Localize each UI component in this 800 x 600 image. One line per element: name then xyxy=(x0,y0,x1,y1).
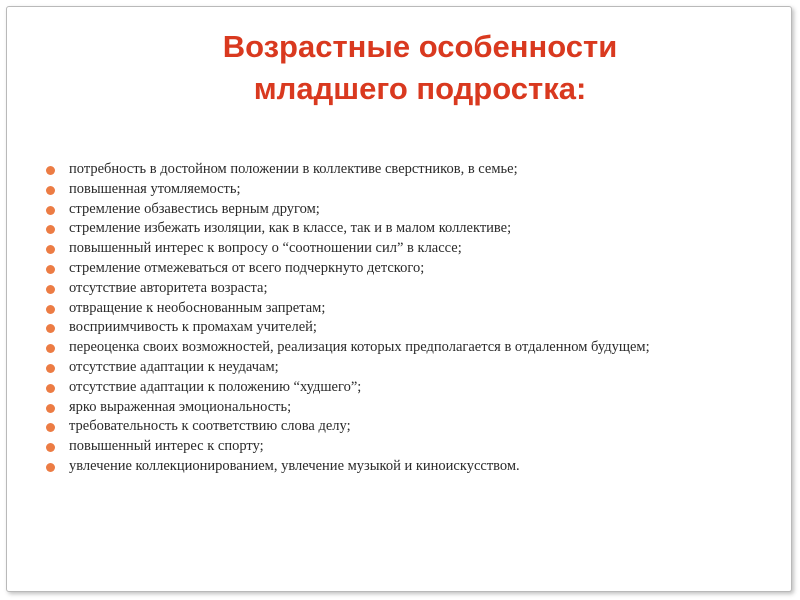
bullet-item xyxy=(44,440,734,453)
bullet-dot-icon xyxy=(46,443,55,452)
bullet-item xyxy=(44,222,734,235)
bullet-item xyxy=(44,321,734,334)
bullet-item xyxy=(44,279,734,296)
bullet-dot-icon xyxy=(46,324,55,333)
bullet-text: повышенный интерес к спорту; xyxy=(69,438,264,455)
bullet-text: стремление отмежеваться от всего подчеркнуто детского; xyxy=(69,259,425,276)
bullet-dot-icon xyxy=(46,265,55,274)
bullet-dot-icon xyxy=(46,186,55,195)
bullet-text: стремление обзавестись верным другом; xyxy=(69,200,320,217)
bullet-text: восприимчивость к промахам учителей; xyxy=(69,319,317,336)
bullet-text: потребность в достойном положении в коллективе сверстников, в семье; xyxy=(69,161,518,177)
bullet-item xyxy=(44,398,734,415)
bullet-text: отсутствие авторитета возраста; xyxy=(69,279,268,296)
bullet-dot-icon xyxy=(46,344,55,353)
bullet-item xyxy=(44,457,734,474)
bullet-dot-icon xyxy=(46,423,55,432)
bullet-item xyxy=(44,242,734,255)
bullet-dot-icon xyxy=(46,225,55,234)
bullet-item xyxy=(44,358,734,375)
slide-title xyxy=(110,26,730,110)
bullet-item xyxy=(44,163,734,176)
bullet-dot-icon xyxy=(46,463,55,472)
bullet-dot-icon xyxy=(46,206,55,215)
bullet-text: отсутствие адаптации к неудачам; xyxy=(69,358,279,375)
bullet-dot-icon xyxy=(46,404,55,413)
bullet-item xyxy=(44,341,734,354)
bullet-item xyxy=(44,378,734,395)
bullet-list xyxy=(44,163,734,480)
bullet-item xyxy=(44,259,734,276)
bullet-dot-icon xyxy=(46,305,55,314)
bullet-dot-icon xyxy=(46,364,55,373)
bullet-text: требовательность к соответствию слова делу; xyxy=(69,418,351,435)
bullet-text: отвращение к необоснованным запретам; xyxy=(69,299,326,316)
bullet-text: переоценка своих возможностей, реализация которых предполагается в отдаленном будущем; xyxy=(69,339,650,356)
bullet-dot-icon xyxy=(46,285,55,294)
bullet-text: стремление избежать изоляции, как в классе, так и в малом коллективе; xyxy=(69,220,512,237)
slide-title-line-2: младшего подростка: xyxy=(253,71,587,106)
bullet-dot-icon xyxy=(46,166,55,175)
bullet-item xyxy=(44,299,734,316)
bullet-item xyxy=(44,200,734,217)
bullet-text: увлечение коллекционированием, увлечение музыкой и киноискусством. xyxy=(69,457,520,474)
bullet-item xyxy=(44,180,734,197)
bullet-text: повышенная утомляемость; xyxy=(69,180,241,197)
slide-title-line-1: Возрастные особенности xyxy=(222,29,618,64)
bullet-text: отсутствие адаптации к положению “худшего”; xyxy=(69,378,362,395)
bullet-text: ярко выраженная эмоциональность; xyxy=(69,398,292,415)
bullet-dot-icon xyxy=(46,245,55,254)
bullet-item xyxy=(44,420,734,433)
bullet-dot-icon xyxy=(46,384,55,393)
bullet-text: повышенный интерес к вопросу о “соотношении сил” в классе; xyxy=(69,240,462,257)
